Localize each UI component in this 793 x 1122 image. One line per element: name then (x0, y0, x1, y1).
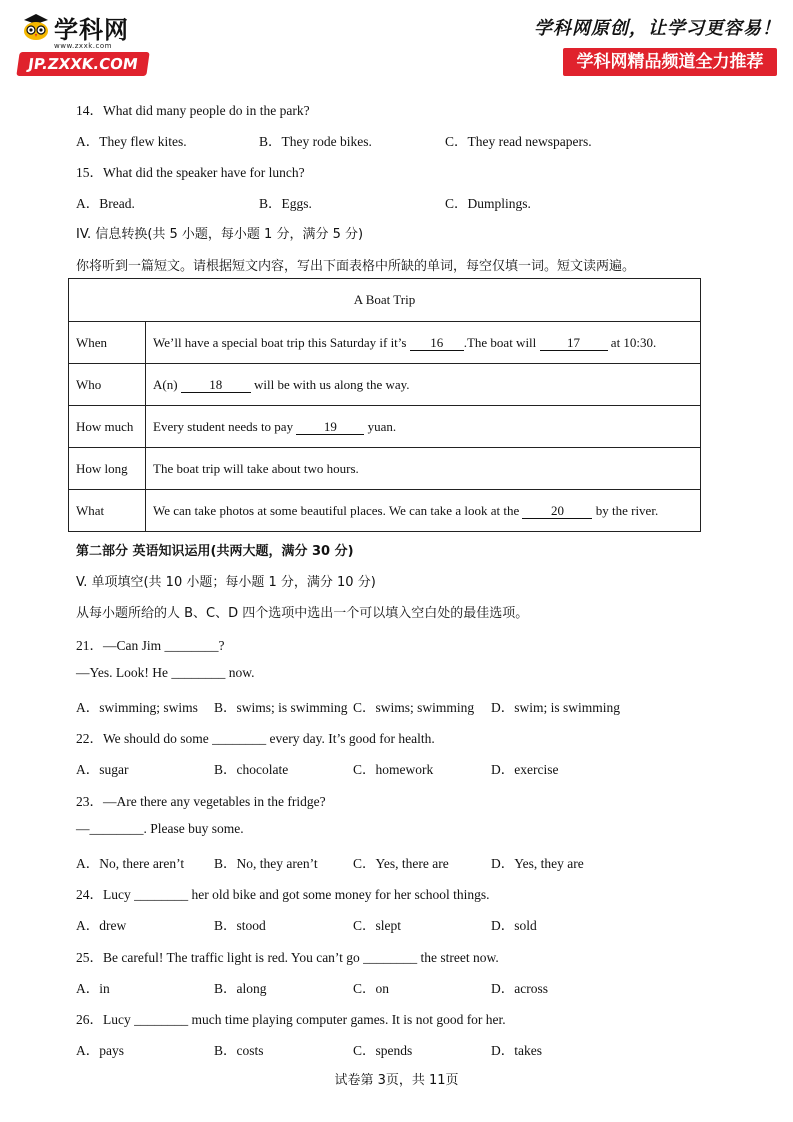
question-22-option-a: A．sugar (76, 762, 129, 777)
question-21-option-a: A．swimming; swims (76, 700, 198, 715)
row-content: The boat trip will take about two hours. (146, 448, 701, 490)
question-21-reply: —Yes. Look! He ________ now. (76, 665, 255, 680)
part-2-title: 第二部分 英语知识运用(共两大题，满分 30 分) (76, 544, 354, 559)
answer-blank-20[interactable]: 20 (522, 504, 592, 519)
question-14-option-c: C．They read newspapers. (445, 134, 592, 149)
owl-logo-icon (22, 14, 50, 40)
question-21-option-d: D．swim; is swimming (491, 700, 621, 715)
answer-blank-18[interactable]: 18 (181, 378, 251, 393)
question-21-stem: 21．—Can Jim ________? (76, 638, 225, 653)
row-label: Who (69, 364, 146, 406)
promo-banner[interactable]: 学科网精品频道全力推荐 (563, 48, 777, 76)
row-text: Every student needs to pay (153, 418, 297, 434)
question-15-option-b: B．Eggs. (259, 196, 312, 211)
header-slogan: 学科网原创，让学习更容易！ (534, 18, 781, 39)
question-25-option-d: D．across (491, 981, 548, 996)
row-content (146, 490, 701, 532)
question-15-option-a: A．Bread. (76, 196, 135, 211)
question-26-stem: 26．Lucy ________ much time playing computer games. It is not good for her. (76, 1012, 506, 1027)
section-5-instruction: 从每小题所给的人 B、C、D 四个选项中选出一个可以填入空白处的最佳选项。 (76, 606, 529, 621)
question-25-option-a: A．in (76, 981, 110, 996)
row-label: How long (69, 448, 146, 490)
table-row (69, 448, 701, 490)
row-label: When (69, 322, 146, 364)
row-text: by the river. (592, 502, 659, 518)
section-5-title: V. 单项填空(共 10 小题；每小题 1 分，满分 10 分) (76, 575, 376, 590)
question-22-stem: 22．We should do some ________ every day. It’s good for health. (76, 731, 435, 746)
table-row (69, 322, 701, 364)
question-24-option-b: B．stood (214, 918, 266, 933)
row-text: We can take photos at some beautiful places. We can take a look at the (153, 502, 523, 518)
section-4-instruction: 你将听到一篇短文。请根据短文内容，写出下面表格中所缺的单词，每空仅填一词。短文读两遍。 (76, 259, 636, 274)
question-14-option-a: A．They flew kites. (76, 134, 187, 149)
question-26-option-a: A．pays (76, 1043, 124, 1058)
question-26-option-c: C．spends (353, 1043, 413, 1058)
question-26-option-b: B．costs (214, 1043, 264, 1058)
row-text: We’ll have a special boat trip this Saturday if it’s (153, 334, 410, 350)
answer-blank-17[interactable]: 17 (540, 336, 608, 351)
row-text: at 10:30. (607, 334, 657, 350)
question-26-option-d: D．takes (491, 1043, 542, 1058)
question-24-option-c: C．slept (353, 918, 402, 933)
row-content (146, 406, 701, 448)
question-23-option-d: D．Yes, they are (491, 856, 584, 871)
logo-site-url: www.zxxk.com (54, 42, 112, 50)
question-25-option-c: C．on (353, 981, 390, 996)
answer-blank-19[interactable]: 19 (296, 420, 364, 435)
table-title: A Boat Trip (69, 279, 701, 322)
row-label: How much (69, 406, 146, 448)
section-4-title: IV. 信息转换(共 5 小题，每小题 1 分，满分 5 分) (76, 227, 364, 242)
row-text: will be with us along the way. (250, 376, 410, 392)
boat-trip-table (68, 278, 701, 532)
question-23-option-a: A．No, there aren’t (76, 856, 185, 871)
logo-text: 学科网 (54, 16, 129, 44)
question-14-stem: 14．What did many people do in the park? (76, 103, 310, 118)
question-21-option-c: C．swims; swimming (353, 700, 475, 715)
question-24-option-d: D．sold (491, 918, 537, 933)
question-25-option-b: B．along (214, 981, 267, 996)
table-row (69, 490, 701, 532)
question-25-stem: 25．Be careful! The traffic light is red. You can’t go ________ the street now. (76, 950, 499, 965)
row-content (146, 364, 701, 406)
question-24-option-a: A．drew (76, 918, 127, 933)
question-21-option-b: B．swims; is swimming (214, 700, 348, 715)
question-22-option-b: B．chocolate (214, 762, 289, 777)
question-15-option-c: C．Dumplings. (445, 196, 531, 211)
answer-blank-16[interactable]: 16 (410, 336, 464, 351)
question-23-reply: —________. Please buy some. (76, 821, 244, 836)
row-text: .The boat will (463, 334, 540, 350)
row-content (146, 322, 701, 364)
row-text: yuan. (364, 418, 397, 434)
question-23-option-c: C．Yes, there are (353, 856, 449, 871)
page-footer: 试卷第 3页，共 11页 (334, 1073, 459, 1088)
table-row (69, 364, 701, 406)
question-15-stem: 15．What did the speaker have for lunch? (76, 165, 305, 180)
question-24-stem: 24．Lucy ________ her old bike and got some money for her school things. (76, 887, 490, 902)
table-row (69, 406, 701, 448)
question-23-stem: 23．—Are there any vegetables in the fridge? (76, 794, 326, 809)
question-22-option-c: C．homework (353, 762, 434, 777)
logo-banner: JP.ZXXK.COM (16, 52, 149, 76)
question-23-option-b: B．No, they aren’t (214, 856, 318, 871)
row-label: What (69, 490, 146, 532)
question-22-option-d: D．exercise (491, 762, 559, 777)
site-logo[interactable] (18, 8, 153, 80)
question-14-option-b: B．They rode bikes. (259, 134, 372, 149)
row-text: A(n) (153, 376, 181, 392)
